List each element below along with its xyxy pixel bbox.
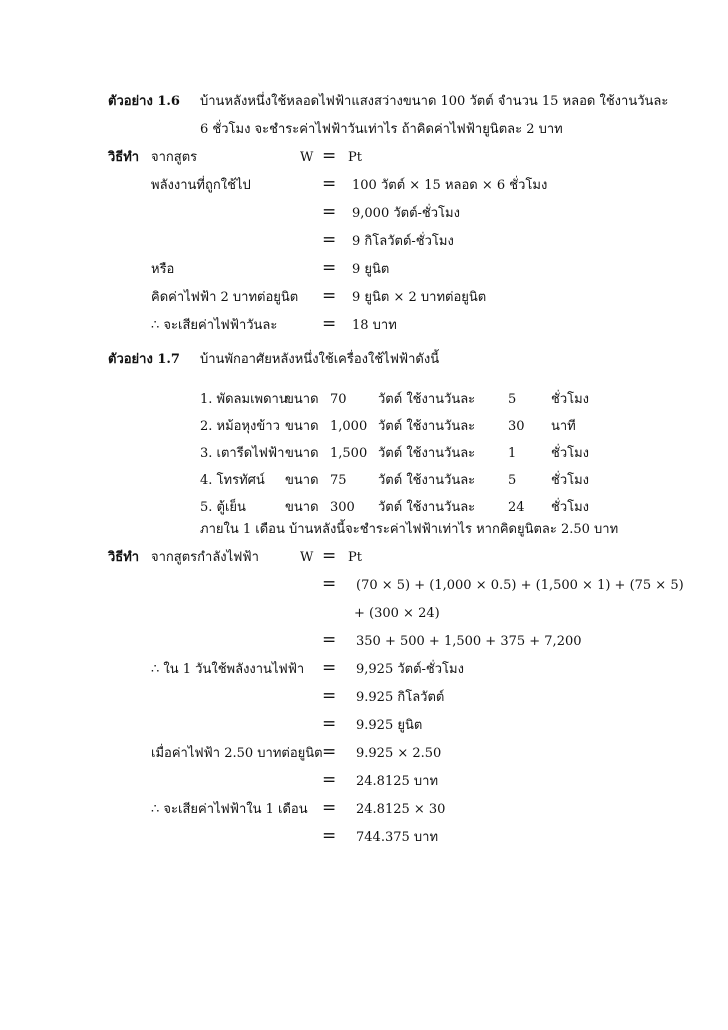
step-label: เมื่อค่าไฟฟ้า 2.50 บาทต่อยูนิต bbox=[151, 746, 323, 761]
equals-sign: = bbox=[322, 202, 337, 222]
appliance-usage-label: วัตต์ ใช้งานวันละ bbox=[378, 500, 476, 515]
example-1-6-formula-equals: = bbox=[322, 146, 337, 166]
appliance-usage-time: 24 bbox=[508, 500, 525, 515]
appliance-watts: 75 bbox=[330, 473, 347, 488]
equals-sign: = bbox=[322, 174, 337, 194]
appliance-usage-time: 30 bbox=[508, 419, 525, 434]
appliance-usage-time: 1 bbox=[508, 446, 517, 461]
appliance-size-label: ขนาด bbox=[285, 419, 319, 434]
step-value: 744.375 บาท bbox=[356, 830, 439, 845]
example-1-6-solution-label: วิธีทำ bbox=[108, 150, 140, 165]
step-label: คิดค่าไฟฟ้า 2 บาทต่อยูนิต bbox=[151, 290, 299, 305]
example-1-7-formula-equals: = bbox=[322, 546, 337, 566]
step-value: (70 × 5) + (1,000 × 0.5) + (1,500 × 1) + (75 × 5) bbox=[356, 578, 684, 593]
appliance-name: 4. โทรทัศน์ bbox=[200, 473, 265, 488]
step-value: 24.8125 บาท bbox=[356, 774, 439, 789]
example-1-7-formula-lhs: W bbox=[300, 550, 314, 565]
example-1-6-problem-line1: บ้านหลังหนึ่งใช้หลอดไฟฟ้าแสงสว่างขนาด 100 วัตต์ จำนวน 15 หลอด ใช้งานวันละ bbox=[200, 94, 669, 109]
appliance-size-label: ขนาด bbox=[285, 446, 319, 461]
step-value: 9 ยูนิต × 2 บาทต่อยูนิต bbox=[352, 290, 487, 305]
appliance-time-unit: ชั่วโมง bbox=[551, 473, 590, 488]
step-value: 100 วัตต์ × 15 หลอด × 6 ชั่วโมง bbox=[352, 178, 548, 193]
appliance-usage-label: วัตต์ ใช้งานวันละ bbox=[378, 446, 476, 461]
appliance-watts: 300 bbox=[330, 500, 355, 515]
step-value: + (300 × 24) bbox=[354, 606, 440, 621]
equals-sign: = bbox=[322, 286, 337, 306]
appliance-time-unit: นาที bbox=[551, 419, 576, 434]
appliance-time-unit: ชั่วโมง bbox=[551, 500, 590, 515]
appliance-name: 2. หม้อหุงข้าว bbox=[200, 419, 280, 434]
appliance-watts: 1,500 bbox=[330, 446, 368, 461]
example-1-7-label: ตัวอย่าง 1.7 bbox=[108, 352, 180, 367]
appliance-time-unit: ชั่วโมง bbox=[551, 446, 590, 461]
equals-sign: = bbox=[322, 686, 337, 706]
appliance-usage-label: วัตต์ ใช้งานวันละ bbox=[378, 419, 476, 434]
appliance-usage-label: วัตต์ ใช้งานวันละ bbox=[378, 392, 476, 407]
equals-sign: = bbox=[322, 258, 337, 278]
example-1-6-label: ตัวอย่าง 1.6 bbox=[108, 94, 180, 109]
step-label: หรือ bbox=[151, 262, 175, 277]
example-1-6-formula-lhs: W bbox=[300, 150, 314, 165]
step-value: 9.925 ยูนิต bbox=[356, 718, 423, 733]
example-1-6-formula-rhs: Pt bbox=[348, 150, 362, 165]
example-1-7-formula-label: จากสูตรกำลังไฟฟ้า bbox=[151, 550, 259, 565]
step-label: ∴ จะเสียค่าไฟฟ้าวันละ bbox=[151, 318, 278, 333]
appliance-usage-time: 5 bbox=[508, 473, 517, 488]
appliance-name: 1. พัดลมเพดาน bbox=[200, 392, 288, 407]
appliance-size-label: ขนาด bbox=[285, 500, 319, 515]
equals-sign: = bbox=[322, 574, 337, 594]
step-value: 9 กิโลวัตต์-ชั่วโมง bbox=[352, 234, 454, 249]
appliance-usage-label: วัตต์ ใช้งานวันละ bbox=[378, 473, 476, 488]
example-1-7-formula-rhs: Pt bbox=[348, 550, 362, 565]
step-value: 18 บาท bbox=[352, 318, 397, 333]
example-1-7-solution-label: วิธีทำ bbox=[108, 550, 140, 565]
equals-sign: = bbox=[322, 230, 337, 250]
example-1-7-intro: บ้านพักอาศัยหลังหนึ่งใช้เครื่องใช้ไฟฟ้าดังนี้ bbox=[200, 352, 440, 367]
equals-sign: = bbox=[322, 770, 337, 790]
step-value: 350 + 500 + 1,500 + 375 + 7,200 bbox=[356, 634, 582, 649]
equals-sign: = bbox=[322, 742, 337, 762]
equals-sign: = bbox=[322, 798, 337, 818]
appliance-name: 3. เตารีดไฟฟ้า bbox=[200, 446, 285, 461]
step-value: 9,925 วัตต์-ชั่วโมง bbox=[356, 662, 464, 677]
appliance-watts: 70 bbox=[330, 392, 347, 407]
equals-sign: = bbox=[322, 658, 337, 678]
equals-sign: = bbox=[322, 630, 337, 650]
step-label: ∴ จะเสียค่าไฟฟ้าใน 1 เดือน bbox=[151, 802, 308, 817]
appliance-usage-time: 5 bbox=[508, 392, 517, 407]
appliance-time-unit: ชั่วโมง bbox=[551, 392, 590, 407]
step-value: 9 ยูนิต bbox=[352, 262, 390, 277]
equals-sign: = bbox=[322, 314, 337, 334]
equals-sign: = bbox=[322, 714, 337, 734]
example-1-6-formula-label: จากสูตร bbox=[151, 150, 198, 165]
appliance-watts: 1,000 bbox=[330, 419, 368, 434]
equals-sign: = bbox=[322, 826, 337, 846]
example-1-7-question: ภายใน 1 เดือน บ้านหลังนี้จะชำระค่าไฟฟ้าเท่าไร หากคิดยูนิตละ 2.50 บาท bbox=[200, 522, 619, 537]
step-value: 24.8125 × 30 bbox=[356, 802, 446, 817]
step-value: 9.925 × 2.50 bbox=[356, 746, 442, 761]
appliance-size-label: ขนาด bbox=[285, 473, 319, 488]
appliance-size-label: ขนาด bbox=[285, 392, 319, 407]
example-1-6-problem-line2: 6 ชั่วโมง จะชำระค่าไฟฟ้าวันเท่าไร ถ้าคิดค่าไฟฟ้ายูนิตละ 2 บาท bbox=[200, 122, 563, 137]
step-label: ∴ ใน 1 วันใช้พลังงานไฟฟ้า bbox=[151, 662, 305, 677]
step-value: 9.925 กิโลวัตต์ bbox=[356, 690, 445, 705]
appliance-name: 5. ตู้เย็น bbox=[200, 500, 246, 515]
step-label: พลังงานที่ถูกใช้ไป bbox=[151, 178, 251, 193]
step-value: 9,000 วัตต์-ชั่วโมง bbox=[352, 206, 460, 221]
